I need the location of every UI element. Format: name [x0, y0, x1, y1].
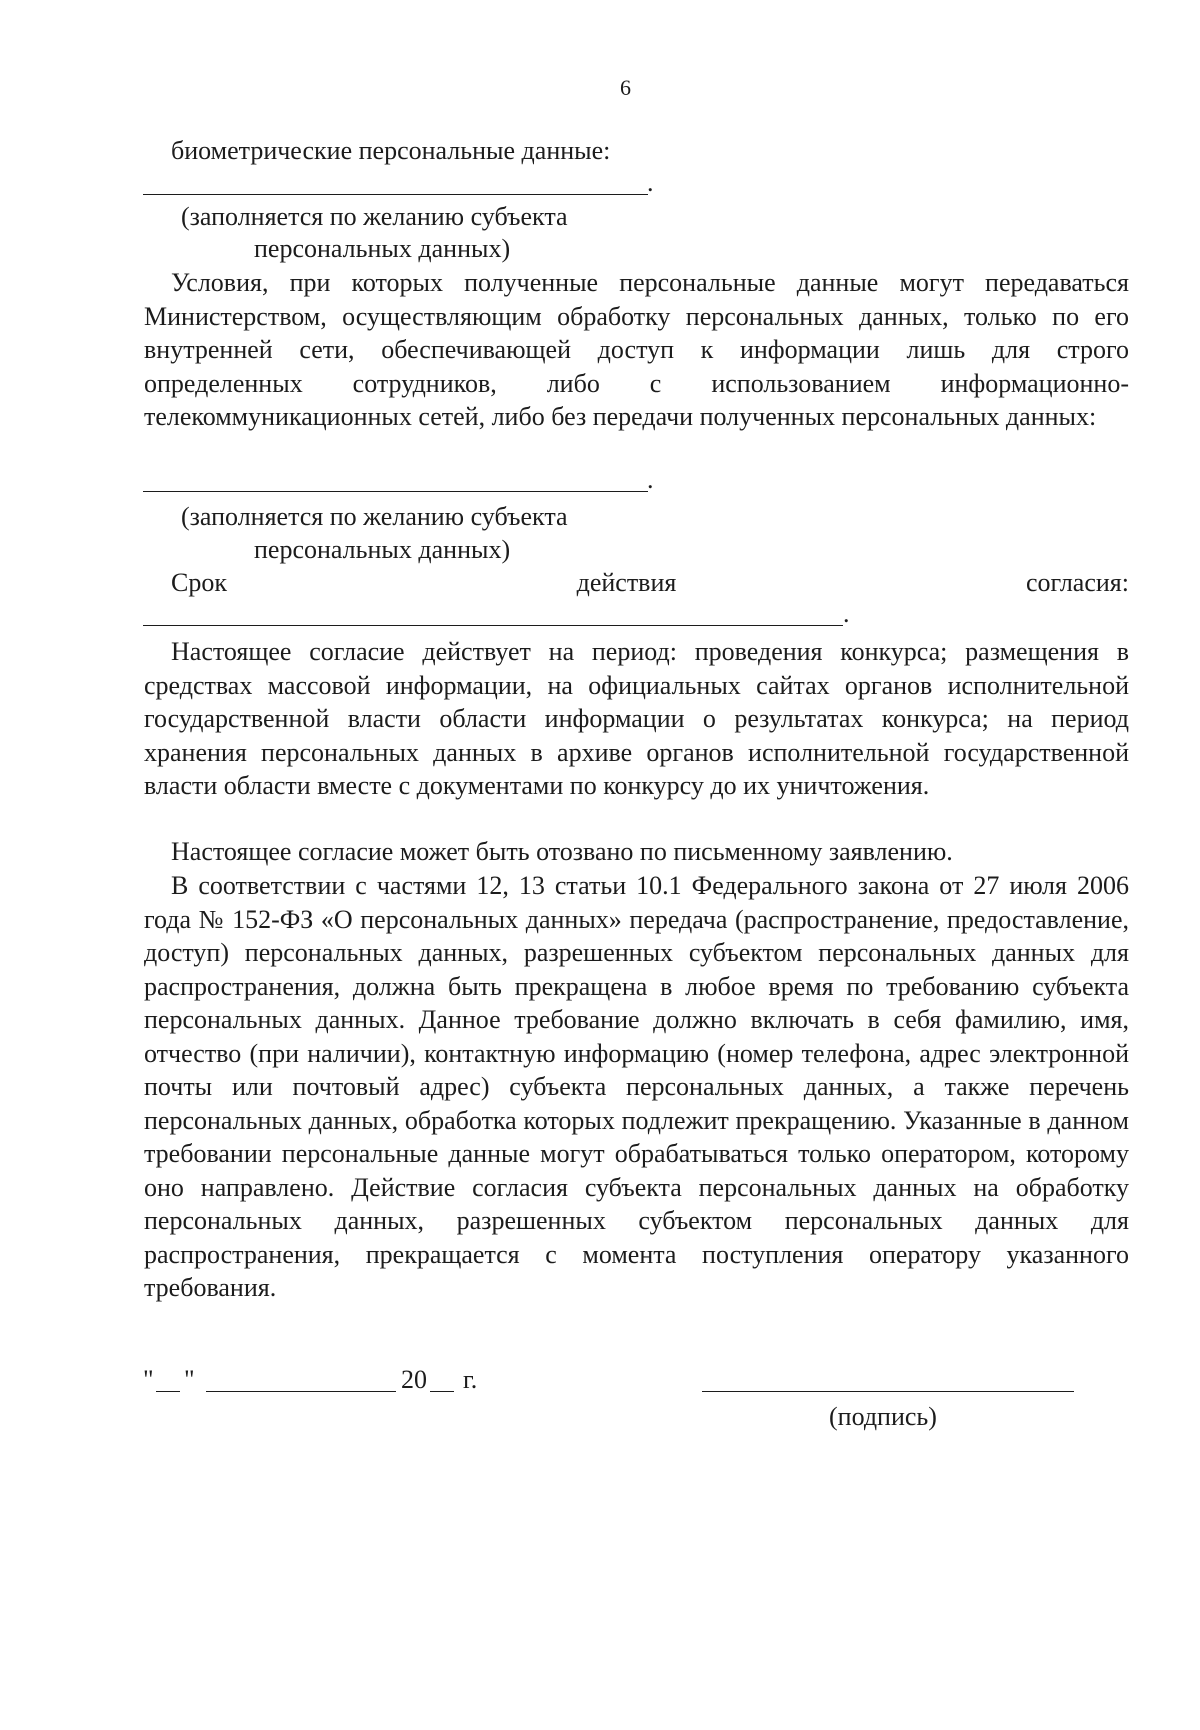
date-day-blank [156, 1391, 180, 1392]
date-quote-open: " [143, 1365, 154, 1394]
signature-line [702, 1391, 1074, 1392]
conditions-paragraph: Условия, при которых полученные персональные данные могут передаваться Министерством, осуществляющим обработку персональных данных, только по его внутренней сети, обеспечивающей доступ к информации лишь для строго определенных сотрудников, либо с использованием информационно-телекоммуникационных сетей, либо без передачи полученных персональных данных: [144, 268, 1129, 431]
biometric-hint-line1: (заполняется по желанию субъекта [181, 202, 568, 231]
term-blank-line [143, 625, 843, 626]
biometric-blank-end: . [647, 168, 654, 197]
date-year-suffix: г. [463, 1365, 478, 1394]
law-paragraph: В соответствии с частями 12, 13 статьи 10.1 Федерального закона от 27 июля 2006 года № 152-ФЗ «О персональных данных» передача (распространение, предоставление, доступ) персональных данных, разрешенных субъектом персональных данных для распространения, должна быть прекращена в любое время по требованию субъекта персональных данных. Данное требование должно включать в себя фамилию, имя, отчество (при наличии), контактную информацию (номер телефона, адрес электронной почты или почтовый адрес) субъекта персональных данных, а также перечень персональных данных, обработка которых подлежит прекращению. Указанные в данном требовании персональные данные могут обрабатываться только оператором, которому оно направлено. Действие согласия субъекта персональных данных на обработку персональных данных, разрешенных субъектом персональных данных для распространения, прекращается с момента поступления оператору указанного требования. [144, 871, 1129, 1302]
term-of-consent-line [171, 566, 1129, 599]
term-word-deystviya: действия [576, 568, 677, 597]
revocable-paragraph: Настоящее согласие может быть отозвано по письменному заявлению. [171, 837, 953, 866]
conditions-hint-line2: персональных данных) [254, 535, 511, 564]
date-year-prefix: 20 [401, 1365, 427, 1394]
signature-caption: (подпись) [829, 1402, 937, 1431]
term-word-srok: Срок [171, 568, 227, 597]
page-number: 6 [620, 75, 631, 100]
conditions-blank-line [143, 491, 648, 492]
biometric-label: биометрические персональные данные: [171, 136, 611, 165]
conditions-hint-line1: (заполняется по желанию субъекта [181, 502, 568, 531]
period-paragraph: Настоящее согласие действует на период: проведения конкурса; размещения в средствах массовой информации, на официальных сайтах органов исполнительной государственной власти области информации о результатах конкурса; на период хранения персональных данных в архиве органов исполнительной государственной власти области вместе с документами по конкурсу до их уничтожения. [144, 637, 1129, 800]
term-word-soglasiya: согласия: [1025, 568, 1129, 597]
date-month-blank [206, 1391, 396, 1392]
term-blank-end: . [843, 599, 850, 628]
date-quote-close: " [184, 1365, 195, 1394]
biometric-hint-line2: персональных данных) [254, 234, 511, 263]
conditions-blank-end: . [647, 465, 654, 494]
biometric-blank-line [143, 194, 648, 195]
date-year-blank [430, 1391, 454, 1392]
